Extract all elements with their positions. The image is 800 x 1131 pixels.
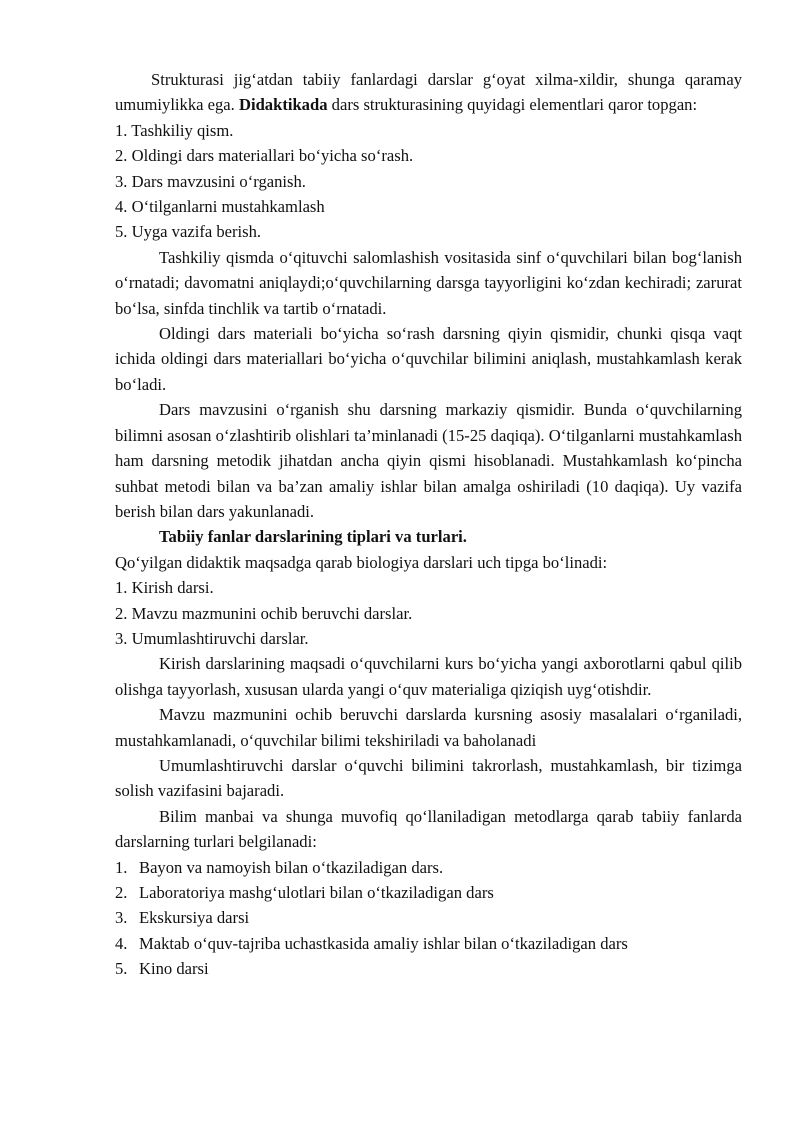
lesson-topic-paragraph: Dars mavzusini o‘rganish shu darsning markaziy qismidir. Bunda o‘quvchilarning bilimni asosan o‘zlashtirib olishlari ta’minlanadi (15-25 daqiqa). O‘tilganlarni mustahkamlash ham darsning metodik jihatdan ancha qiyin qismi hisoblanadi. Mustahkamlash ko‘pincha suhbat metodi bilan va ba’zan amaliy ishlar bilan amalga oshiriladi (10 daqiqa). Uy vazifa berish bilan dars yakunlanadi. [115, 400, 742, 521]
types-list [115, 575, 742, 651]
structure-list [115, 118, 742, 245]
list-item-text: Kino darsi [139, 959, 209, 979]
intro-bold-term: Didaktikada [238, 95, 328, 115]
list-item [115, 880, 742, 905]
lesson-kinds-paragraph: Bilim manbai va shunga muvofiq qo‘llaniladigan metodlarga qarab tabiiy fanlarda darslarning turlari belgilanadi: [115, 806, 742, 852]
intro-text-part2: dars strukturasining quyidagi elementlari qaror topgan: [327, 95, 698, 115]
list-item-number: 2. [115, 883, 128, 902]
list-item-number: 4. [115, 933, 128, 953]
summary-lesson-paragraph: Umumlashtiruvchi darslar o‘quvchi bilimini takrorlash, mustahkamlash, bir tizimga solish vazifasini bajaradi. [115, 755, 742, 801]
list-item: 5. Uyga vazifa berish. [115, 222, 262, 242]
list-item [115, 956, 742, 981]
document-page [115, 67, 742, 982]
list-item [115, 855, 742, 880]
section-heading: Tabiiy fanlar darslarining tiplari va turlari. [159, 527, 467, 547]
list-item-text: Maktab o‘quv-tajriba uchastkasida amaliy ishlar bilan o‘tkaziladigan dars [139, 933, 628, 953]
list-item-text: Laboratoriya mashg‘ulotlari bilan o‘tkaziladigan dars [139, 883, 494, 902]
previous-material-paragraph: Oldingi dars materiali bo‘yicha so‘rash darsning qiyin qismidir, chunki qisqa vaqt ichida oldingi dars materiallari bo‘yicha o‘quvchilar bilimini aniqlash, mustahkamlash kerak bo‘ladi. [115, 324, 742, 394]
intro-lesson-paragraph: Kirish darslarining maqsadi o‘quvchilarni kurs bo‘yicha yangi axborotlarni qabul qilib olishga tayyorlash, xususan ularda yangi o‘quv materialiga qiziqish uyg‘otishdir. [115, 654, 742, 699]
list-item-text: Ekskursiya darsi [139, 908, 250, 928]
types-intro: Qo‘yilgan didaktik maqsadga qarab biologiya darslari uch tipga bo‘linadi: [115, 552, 608, 572]
kinds-list [115, 855, 742, 982]
list-item: 3. Dars mavzusini o‘rganish. [115, 171, 306, 191]
list-item: 2. Mavzu mazmunini ochib beruvchi darslar. [115, 603, 413, 623]
topic-lesson-paragraph: Mavzu mazmunini ochib beruvchi darslarda kursning asosiy masalalari o‘rganiladi, mustahkamlanadi, o‘quvchilar bilimi tekshiriladi va baholanadi [115, 705, 742, 750]
intro-paragraph [115, 67, 742, 118]
list-item-number: 5. [115, 959, 128, 979]
list-item: 3. Umumlashtiruvchi darslar. [115, 628, 309, 648]
list-item-number: 3. [115, 908, 128, 928]
list-item [115, 905, 742, 930]
list-item [115, 931, 742, 956]
list-item-number: 1. [115, 857, 128, 877]
list-item: 1. Kirish darsi. [115, 578, 214, 598]
list-item-text: Bayon va namoyish bilan o‘tkaziladigan dars. [139, 857, 444, 877]
organizational-part-paragraph: Tashkiliy qismda o‘qituvchi salomlashish vositasida sinf o‘quvchilari bilan bog‘lanish o‘rnatadi; davomatni aniqlaydi;o‘quvchilarning darsga tayyorligini ko‘zdan kechiradi; zarurat bo‘lsa, sinfda tinchlik va tartib o‘rnatadi. [115, 247, 742, 318]
list-item: 1. Tashkiliy qism. [115, 120, 234, 140]
intro-text-part1: Strukturasi jig‘atdan tabiiy fanlardagi darslar g‘oyat xilma-xildir, shunga qaramay umumiylikka ega. [115, 70, 742, 115]
list-item: 2. Oldingi dars materiallari bo‘yicha so‘rash. [115, 146, 414, 166]
list-item: 4. O‘tilganlarni mustahkamlash [115, 197, 325, 217]
